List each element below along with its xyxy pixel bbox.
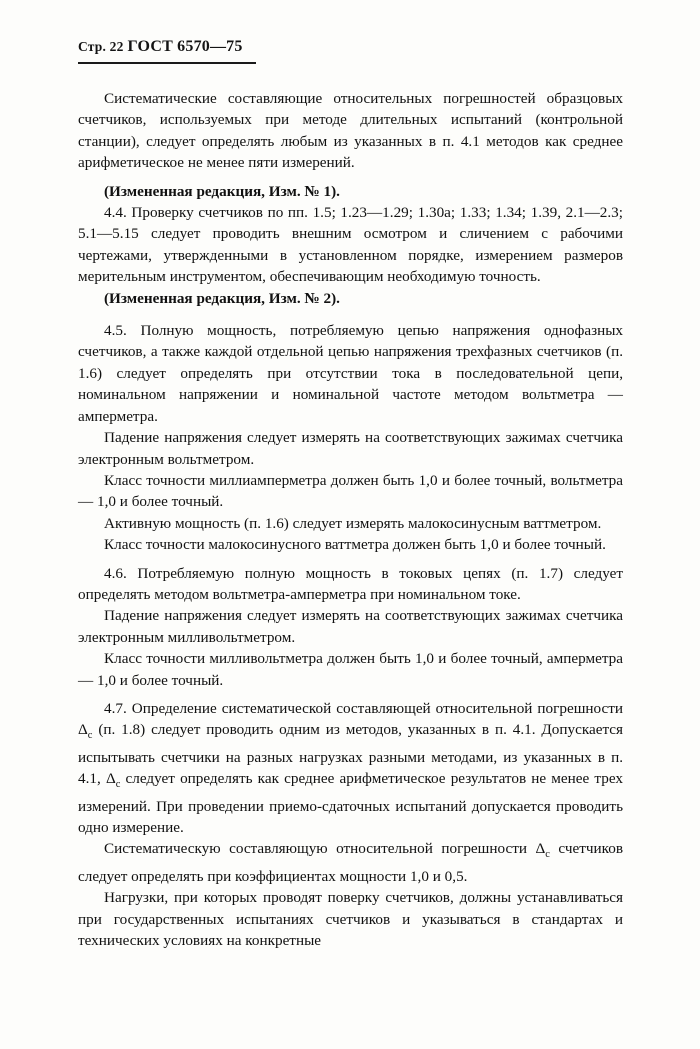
paragraph-clause-4-5-milliammeter-class: Класс точности миллиамперметра должен быть 1,0 и более точный, вольтметра — 1,0 и более точный. — [78, 471, 623, 511]
header-line — [78, 38, 558, 56]
paragraph-clause-4-6-millivoltmeter-class: Класс точности милливольтметра должен быть 1,0 и более точный, амперметра — 1,0 и более точный. — [78, 650, 623, 689]
paragraph-clause-4-7: 4.7. Определение систематической составляющей относительной погрешности $\Delta_с$ (п. 1.8) следует проводить одним из методов, указанных в п. 4.1. Допускается испытывать счетчики на разных нагрузках разными методами, из указанных в п. 4.1, $\Delta_с$ следует определять как среднее арифметическое результатов не менее трех измерений. При проведении приемо-сдаточных испытаний допускается проводить одно измерение. — [78, 699, 623, 837]
paragraph-clause-4-6: 4.6. Потребляемую полную мощность в токовых цепях (п. 1.7) следует определять методом вольтметра-амперметра при номинальном токе. — [78, 564, 623, 603]
paragraph-clause-4-5-wattmeter-class: Класс точности малокосинусного ваттметра должен быть 1,0 и более точный. — [104, 536, 606, 554]
paragraph-gap — [78, 174, 623, 181]
paragraph-revision-note-1: (Измененная редакция, Изм. № 1). — [104, 182, 340, 200]
paragraph-gap — [78, 556, 623, 563]
paragraph-clause-4-5: 4.5. Полную мощность, потребляемую цепью напряжения однофазных счетчиков, а также каждой отдельной цепью напряжения трехфазных счетчиков (п. 1.6) следует определять при отсутствии тока в последовательной цепи, номинальном напряжении и номинальной частоте методом вольтметра — амперметра. — [78, 322, 623, 425]
paragraph-clause-4-4: 4.4. Проверку счетчиков по пп. 1.5; 1.23—1.29; 1.30а; 1.33; 1.34; 1.39, 2.1—2.3; 5.1—5.15 следует проводить внешним осмотром и сличением с рабочими чертежами, утвержденными в установленном порядке, измерением размеров мерительным инструментом, обеспечивающим необходимую точность. — [78, 204, 623, 286]
paragraph-clause-4-7-power-factors: Систематическую составляющую относительной погрешности $\Delta_с$ счетчиков следует определять при коэффициентах мощности 1,0 и 0,5. — [78, 840, 623, 885]
paragraph-gap — [78, 691, 623, 698]
header-divider — [78, 62, 256, 64]
paragraph-clause-4-7-loads: Нагрузки, при которых проводят поверку счетчиков, должны устанавливаться при государственных испытаниях счетчиков и указываться в стандартах и технических условиях на конкретные — [78, 889, 623, 950]
paragraph-clause-4-6-voltage-drop: Падение напряжения следует измерять на соответствующих зажимах счетчика электронным милливольтметром. — [78, 607, 623, 646]
paragraph-gap — [78, 309, 623, 320]
standard-designation: ГОСТ 6570—75 — [127, 38, 243, 55]
paragraph-clause-4-5-active-power: Активную мощность (п. 1.6) следует измерять малокосинусным ваттметром. — [104, 514, 602, 532]
paragraph-revision-note-2: (Измененная редакция, Изм. № 2). — [104, 289, 340, 307]
page-header — [78, 38, 558, 56]
document-body — [78, 88, 623, 952]
paragraph-clause-4-5-voltage-drop: Падение напряжения следует измерять на соответствующих зажимах счетчика электронным вольтметром. — [78, 429, 623, 468]
page-number-label: Стр. 22 — [78, 39, 124, 54]
paragraph-systematic-components: Систематические составляющие относительных погрешностей образцовых счетчиков, используемых при методе длительных испытаний (контрольной станции), следует определять любым из указанных в п. 4.1 методов как среднее арифметическое не менее пяти измерений. — [78, 90, 623, 172]
